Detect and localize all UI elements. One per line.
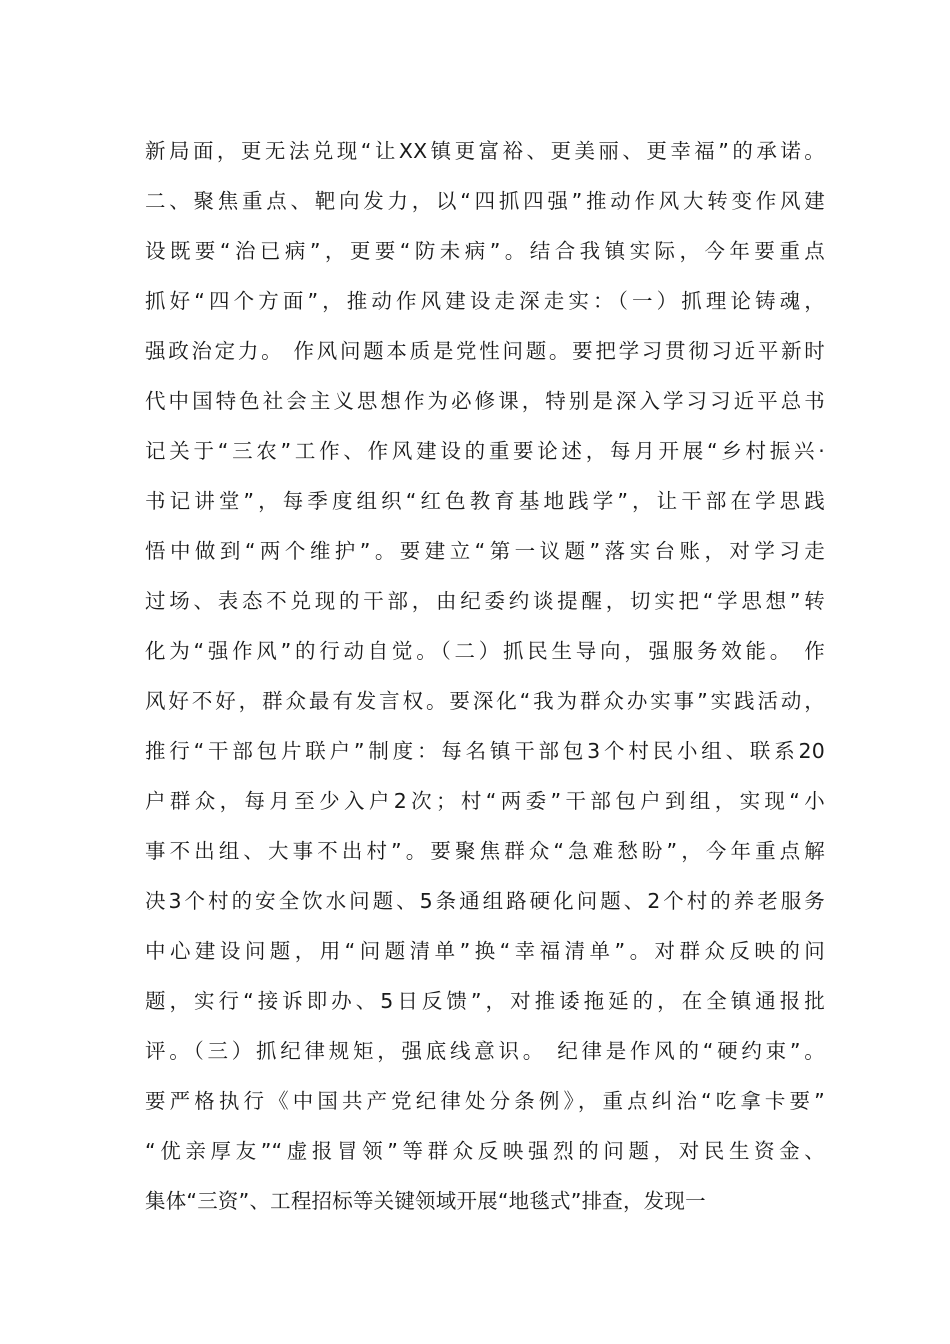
text-line: 决3个村的安全饮水问题、5条通组路硬化问题、2个村的养老服务 [145, 889, 825, 913]
text-line: 书记讲堂”，每季度组织“红色教育基地践学”，让干部在学思践 [145, 489, 825, 513]
text-line: 代中国特色社会主义思想作为必修课，特别是深入学习习近平总书 [145, 389, 825, 413]
text-line: 要严格执行《中国共产党纪律处分条例》，重点纠治“吃拿卡要” [145, 1089, 825, 1113]
text-line: 强政治定力。 作风问题本质是党性问题。要把学习贯彻习近平新时 [145, 339, 825, 363]
text-line: 评。（三）抓纪律规矩，强底线意识。 纪律是作风的“硬约束”。 [145, 1039, 825, 1063]
text-line: 题，实行“接诉即办、5日反馈”，对推诿拖延的，在全镇通报批 [145, 989, 825, 1013]
text-line: 集体“三资”、工程招标等关键领域开展“地毯式”排查，发现一 [145, 1189, 706, 1213]
text-line: 过场、表态不兑现的干部，由纪委约谈提醒，切实把“学思想”转 [145, 589, 825, 613]
text-line: 设既要“治已病”，更要“防未病”。结合我镇实际，今年要重点 [145, 239, 825, 263]
text-line: “优亲厚友”“虚报冒领”等群众反映强烈的问题，对民生资金、 [145, 1139, 825, 1163]
text-line: 悟中做到“两个维护”。要建立“第一议题”落实台账，对学习走 [145, 539, 825, 563]
text-line: 记关于“三农”工作、作风建设的重要论述，每月开展“乡村振兴· [145, 439, 825, 463]
text-line: 新局面，更无法兑现“让XX镇更富裕、更美丽、更幸福”的承诺。 [145, 139, 825, 163]
body-text [145, 126, 825, 1226]
text-line: 抓好“四个方面”，推动作风建设走深走实：（一）抓理论铸魂， [145, 289, 825, 313]
text-line: 中心建设问题，用“问题清单”换“幸福清单”。对群众反映的问 [145, 939, 825, 963]
text-line: 推行“干部包片联户”制度：每名镇干部包3个村民小组、联系20 [145, 739, 825, 763]
text-line: 二、聚焦重点、靶向发力，以“四抓四强”推动作风大转变作风建 [145, 189, 825, 213]
text-line: 化为“强作风”的行动自觉。（二）抓民生导向，强服务效能。 作 [145, 639, 825, 663]
text-line: 风好不好，群众最有发言权。要深化“我为群众办实事”实践活动， [145, 689, 825, 713]
text-line: 事不出组、大事不出村”。要聚焦群众“急难愁盼”，今年重点解 [145, 839, 825, 863]
text-line: 户群众，每月至少入户2次；村“两委”干部包户到组，实现“小 [145, 789, 825, 813]
